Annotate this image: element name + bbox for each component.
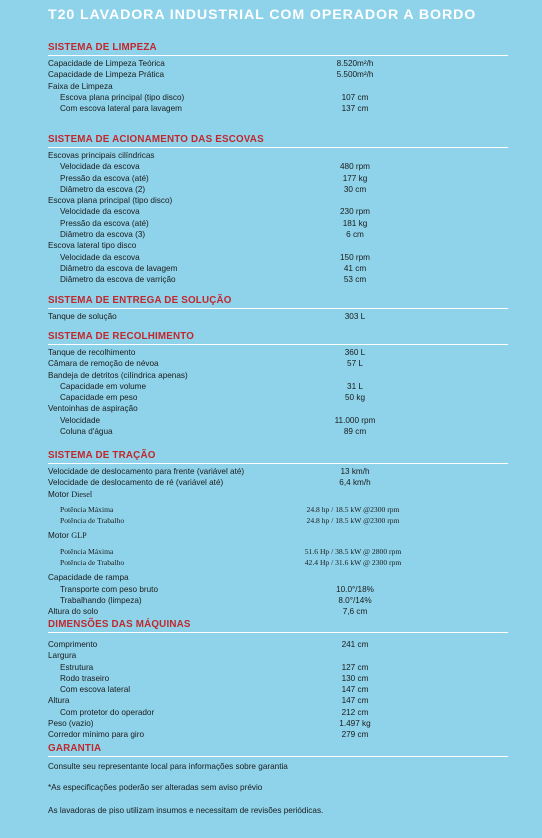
spec-row: Pressão da escova (até) 177 kg — [60, 173, 368, 183]
section-traction-system — [48, 450, 508, 618]
spec-row: Rodo traseiro 130 cm — [60, 673, 369, 683]
section-divider — [48, 632, 508, 633]
spec-row: Tanque de solução 303 L — [48, 312, 366, 321]
spec-row: Capacidade em peso 50 kg — [60, 393, 366, 403]
spec-row: Altura 147 cm — [48, 696, 369, 706]
spec-row: Com protetor do operador 212 cm — [60, 707, 369, 717]
section-recovery-system — [48, 331, 508, 437]
disclaimer-note: *As especificações poderão ser alteradas sem aviso prévio — [48, 783, 263, 792]
spec-row: Altura do solo 7,6 cm — [48, 607, 368, 617]
spec-row: Comprimento 241 cm — [48, 640, 369, 649]
spec-row: Capacidade de Limpeza Teórica 8.520m²/h — [48, 59, 374, 68]
spec-row: Trabalhando (limpeza) 8.0°/14% — [60, 595, 372, 605]
section-divider — [48, 344, 508, 345]
spec-row: Velocidade de deslocamento de ré (variável até) 6,4 km/h — [48, 478, 371, 488]
section-heading: SISTEMA DE RECOLHIMENTO — [48, 331, 195, 342]
spec-row: Diâmetro da escova de lavagem 41 cm — [60, 263, 367, 273]
maintenance-note: As lavadoras de piso utilizam insumos e necessitam de revisões periódicas. — [48, 806, 324, 815]
spec-row: Estrutura 127 cm — [60, 662, 369, 672]
warranty-note: Consulte seu representante local para informações sobre garantia — [48, 762, 288, 771]
spec-row: Capacidade em volume 31 L — [60, 381, 363, 391]
spec-row: Transporte com peso bruto 10.0°/18% — [60, 584, 374, 594]
spec-row: Escova plana principal (tipo disco) — [48, 196, 173, 206]
spec-row: Velocidade 11.000 rpm — [60, 415, 376, 425]
spec-row: Velocidade de deslocamento para frente (variável até) 13 km/h — [48, 467, 370, 476]
page-title: T20 LAVADORA INDUSTRIAL COM OPERADOR A BORDO — [48, 7, 477, 23]
spec-row: Diâmetro da escova (2) 30 cm — [60, 184, 367, 194]
spec-row: Faixa de Limpeza — [48, 81, 113, 91]
spec-row: Com escova lateral 147 cm — [60, 685, 369, 695]
spec-row: Pressão da escova (até) 181 kg — [60, 218, 368, 228]
section-warranty — [48, 743, 508, 816]
spec-row: Escova lateral tipo disco — [48, 241, 137, 251]
spec-row: Coluna d'água 89 cm — [60, 427, 367, 437]
section-heading: DIMENSÕES DAS MÁQUINAS — [48, 619, 191, 630]
spec-row: Velocidade da escova 230 rpm — [60, 207, 371, 217]
section-divider — [48, 55, 508, 56]
spec-row: Potência Máxima 24.8 hp / 18.5 kW @2300 rpm — [60, 504, 400, 514]
spec-row: Corredor mínimo para giro 279 cm — [48, 730, 369, 740]
section-solution-delivery — [48, 295, 508, 322]
section-divider — [48, 463, 508, 464]
section-heading: GARANTIA — [48, 743, 102, 754]
spec-row: Potência Máxima 51.6 Hp / 38.5 kW @ 2800 rpm — [60, 546, 402, 556]
section-machine-dimensions — [48, 619, 508, 741]
section-heading: SISTEMA DE ACIONAMENTO DAS ESCOVAS — [48, 134, 264, 145]
spec-row: Bandeja de detritos (cilíndrica apenas) — [48, 370, 188, 380]
spec-row: Peso (vazio) 1.497 kg — [48, 719, 371, 729]
spec-row: Diâmetro da escova (3) 6 cm — [60, 230, 364, 240]
section-heading: SISTEMA DE TRAÇÃO — [48, 450, 156, 461]
spec-row: Diâmetro da escova de varrição 53 cm — [60, 275, 367, 285]
spec-row-engine-diesel: Motor Diesel — [48, 489, 93, 499]
spec-row: Ventoinhas de aspiração — [48, 404, 138, 414]
spec-row: Potência de Trabalho 24.8 hp / 18.5 kW @2300 rpm — [60, 516, 400, 526]
spec-row: Largura — [48, 651, 77, 661]
spec-row: Potência de Trabalho 42.4 Hp / 31.6 kW @ 2300 rpm — [60, 558, 402, 568]
spec-row: Velocidade da escova 480 rpm — [60, 162, 371, 172]
section-divider — [48, 756, 508, 757]
spec-row: Capacidade de Limpeza Prática 5.500m²/h — [48, 70, 374, 80]
section-divider — [48, 147, 508, 148]
section-brush-drive — [48, 134, 508, 286]
spec-row: Escova plana principal (tipo disco) 107 cm — [60, 92, 369, 102]
spec-row: Câmara de remoção de névoa 57 L — [48, 359, 363, 369]
spec-row: Capacidade de rampa — [48, 573, 129, 583]
spec-row-engine-glp: Motor GLP — [48, 531, 87, 541]
spec-row: Tanque de recolhimento 360 L — [48, 348, 366, 357]
section-heading: SISTEMA DE LIMPEZA — [48, 42, 157, 53]
section-cleaning-system — [48, 42, 508, 114]
spec-row: Escovas principais cilíndricas — [48, 151, 155, 160]
section-heading: SISTEMA DE ENTREGA DE SOLUÇÃO — [48, 295, 232, 306]
spec-row: Velocidade da escova 150 rpm — [60, 252, 371, 262]
spec-row: Com escova lateral para lavagem 137 cm — [60, 104, 369, 114]
section-divider — [48, 308, 508, 309]
